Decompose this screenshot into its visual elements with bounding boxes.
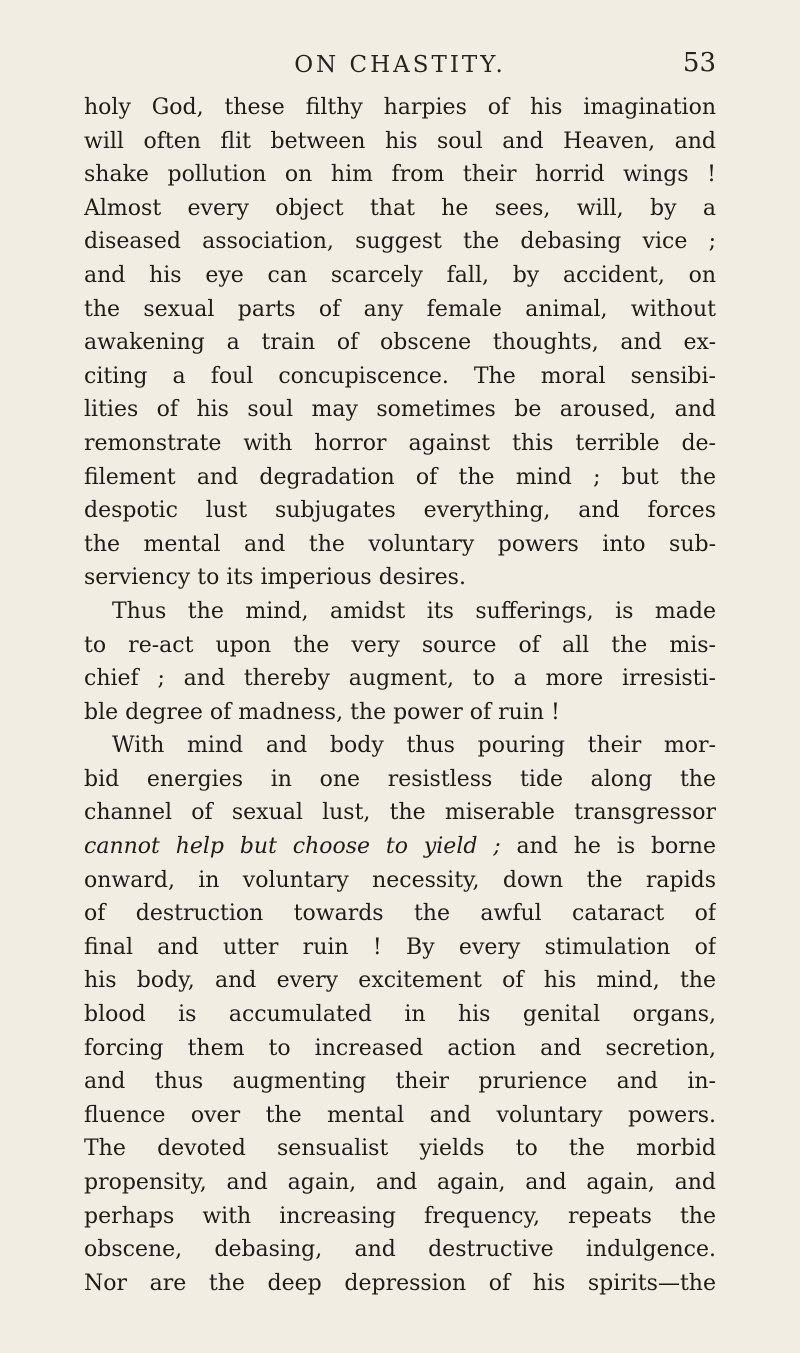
text-line: and thus augmenting their prurience and in- — [84, 1069, 716, 1095]
text-line: The devoted sensualist yields to the morbid — [84, 1136, 716, 1162]
text-line: despotic lust subjugates everything, and forces — [84, 498, 716, 524]
text-line: serviency to its imperious desires. — [84, 565, 466, 591]
text-line: obscene, debasing, and destructive indulgence. — [84, 1237, 716, 1263]
text-line: forcing them to increased action and secretion, — [84, 1035, 716, 1061]
text-line — [84, 830, 716, 864]
text-line: With mind and body thus pouring their mor- — [112, 733, 716, 759]
text-line: propensity, and again, and again, and again, and — [84, 1170, 716, 1195]
text-line: Almost every object that he sees, will, by a — [84, 195, 716, 221]
text-line: blood is accumulated in his genital organs, — [84, 1002, 716, 1028]
text-line: and his eye can scarcely fall, by accident, on — [84, 262, 716, 288]
text-line: to re-act upon the very source of all the mis- — [84, 632, 716, 658]
text-line: the sexual parts of any female animal, without — [84, 296, 716, 322]
text-line: channel of sexual lust, the miserable transgressor — [84, 800, 716, 826]
text-line: will often flit between his soul and Heaven, and — [84, 128, 716, 154]
text-line: diseased association, suggest the debasing vice ; — [84, 229, 716, 255]
text-line: citing a foul concupiscence. The moral sensibi- — [84, 363, 716, 389]
text-line: of destruction towards the awful cataract of — [84, 901, 716, 927]
text-line: lities of his soul may sometimes be aroused, and — [84, 397, 716, 423]
text-line: awakening a train of obscene thoughts, and ex- — [84, 330, 716, 356]
text-line: the mental and the voluntary powers into sub- — [84, 531, 716, 557]
text-line: final and utter ruin ! By every stimulation of — [84, 934, 716, 960]
text-line: holy God, these filthy harpies of his imagination — [84, 95, 716, 120]
italic-phrase: cannot help but choose to yield ; — [84, 834, 501, 860]
text-line: onward, in voluntary necessity, down the rapids — [84, 867, 716, 893]
text-line: filement and degradation of the mind ; but the — [84, 464, 716, 490]
text-line: remonstrate with horror against this terrible de- — [84, 430, 716, 456]
page-number: 53 — [682, 48, 716, 78]
text-line: perhaps with increasing frequency, repeats the — [84, 1203, 716, 1229]
text-line: chief ; and thereby augment, to a more irresisti- — [84, 666, 716, 692]
text-run: and he is borne — [500, 834, 716, 860]
text-line: ble degree of madness, the power of ruin ! — [84, 699, 560, 725]
text-line: shake pollution on him from their horrid wings ! — [84, 162, 716, 188]
text-line: Nor are the deep depression of his spirits—the — [84, 1270, 716, 1296]
text-line: Thus the mind, amidst its sufferings, is made — [112, 598, 716, 624]
text-line: his body, and every excitement of his mind, the — [84, 968, 716, 994]
running-title: ON CHASTITY. — [294, 52, 506, 78]
text-line: bid energies in one resistless tide along the — [84, 766, 716, 792]
body-text — [84, 91, 716, 1300]
text-line: fluence over the mental and voluntary powers. — [84, 1102, 716, 1128]
